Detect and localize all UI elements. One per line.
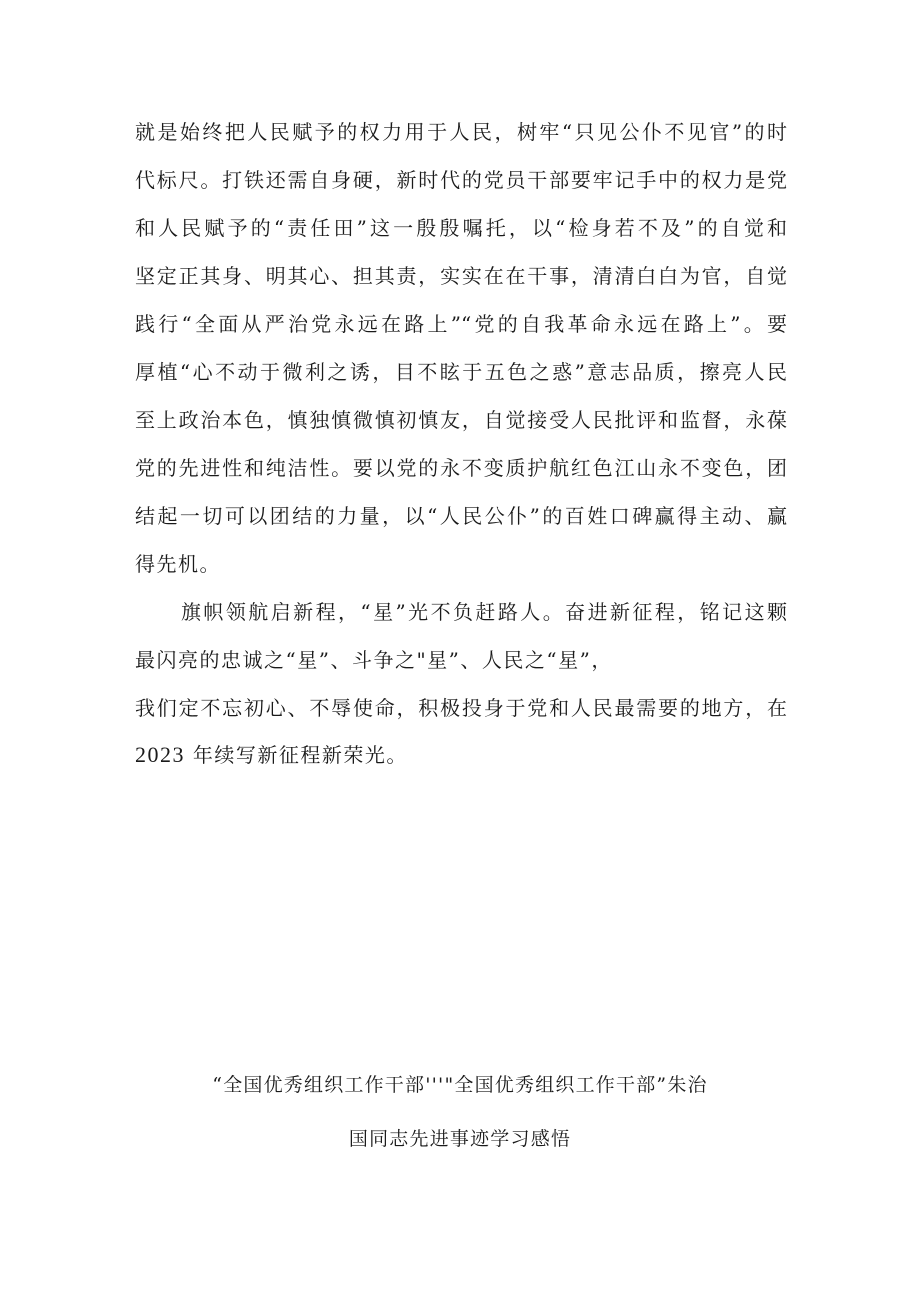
body-line: 至上政治本色，慎独慎微慎初慎友，自觉接受人民批评和监督，永葆 — [135, 408, 787, 432]
body-line: 厚植“心不动于微利之诱，目不眩于五色之惑”意志品质，擦亮人民 — [135, 360, 787, 384]
closing-line: 最闪亮的忠诚之“星”、斗争之"星”、人民之“星”， — [135, 648, 613, 672]
closing-line: 我们定不忘初心、不辱使命，积极投身于党和人民最需要的地方，在 — [135, 696, 787, 720]
body-line: 党的先进性和纯洁性。要以党的永不变质护航红色江山永不变色，团 — [135, 456, 787, 480]
closing-final-text: 年续写新征程新荣光。 — [185, 743, 408, 767]
year-number: 2023 — [135, 742, 185, 767]
body-line: 和人民赋予的“责任田”这一殷殷嘱托，以“检身若不及”的自觉和 — [135, 216, 787, 240]
body-line: 得先机。 — [135, 552, 221, 576]
body-line: 践行“全面从严治党永远在路上”“党的自我革命永远在路上”。要 — [135, 312, 787, 336]
closing-line: 旗帜领航启新程，“星”光不负赶路人。奋进新征程，铭记这颗 — [181, 600, 787, 624]
body-line: 代标尺。打铁还需自身硬，新时代的党员干部要牢记手中的权力是党 — [135, 168, 787, 192]
body-line: 结起一切可以团结的力量，以“人民公仆”的百姓口碑赢得主动、赢 — [135, 504, 787, 528]
closing-final-line — [135, 741, 408, 769]
body-line: 坚定正其身、明其心、担其责，实实在在干事，清清白白为官，自觉 — [135, 264, 787, 288]
article-title-line-1: “全国优秀组织工作干部'''"全国优秀组织工作干部”朱治 — [212, 1074, 708, 1096]
article-title-line-2: 国同志先进事迹学习感悟 — [348, 1128, 572, 1150]
body-line: 就是始终把人民赋予的权力用于人民，树牢“只见公仆不见官”的时 — [135, 120, 787, 144]
